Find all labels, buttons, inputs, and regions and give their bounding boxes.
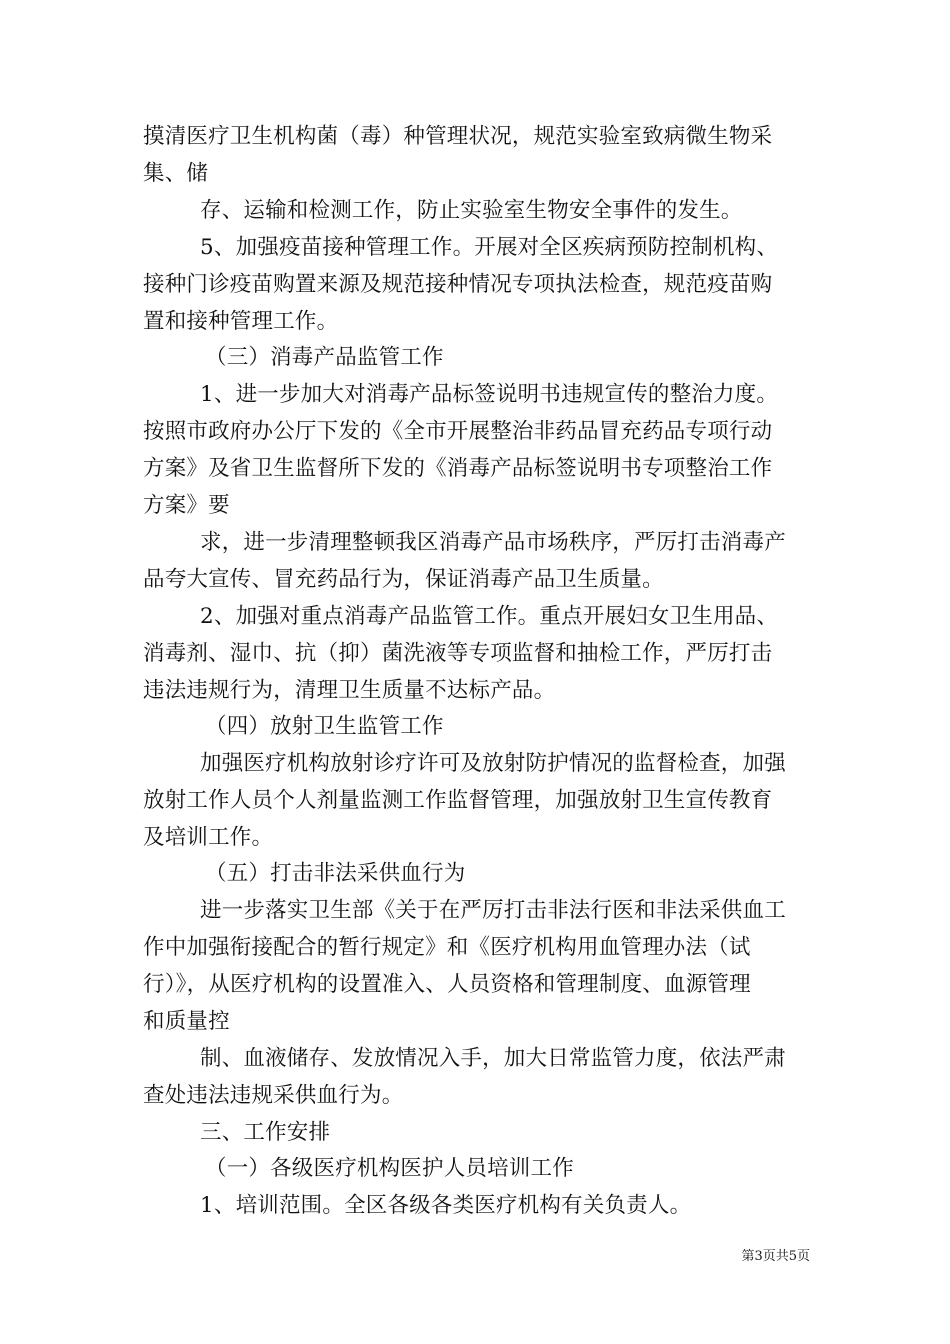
- body-line: 进一步落实卫生部《关于在严厉打击非法行医和非法采供血工: [200, 898, 786, 923]
- body-line: 方案》要: [143, 493, 230, 518]
- body-line: 查处违法违规采供血行为。: [143, 1083, 404, 1108]
- body-line: 按照市政府办公厅下发的《全市开展整治非药品冒充药品专项行动: [143, 419, 773, 444]
- section-heading: （四）放射卫生监管工作: [205, 714, 444, 739]
- body-line: 加强医疗机构放射诊疗许可及放射防护情况的监督检查，加强: [200, 751, 786, 776]
- body-line: 放射工作人员个人剂量监测工作监督管理，加强放射卫生宣传教育: [143, 788, 773, 813]
- section-heading: （三）消毒产品监管工作: [205, 345, 444, 370]
- section-heading: 三、工作安排: [200, 1120, 331, 1145]
- body-line: 置和接种管理工作。: [143, 309, 339, 334]
- body-line: 集、储: [143, 161, 209, 186]
- section-heading: （一）各级医疗机构医护人员培训工作: [205, 1156, 574, 1181]
- body-line: 1、进一步加大对消毒产品标签说明书违规宣传的整治力度。: [200, 382, 779, 407]
- body-line: 求，进一步清理整顿我区消毒产品市场秩序，严厉打击消毒产: [200, 530, 786, 555]
- page-number: 第3页共5页: [741, 1249, 810, 1264]
- body-line: 消毒剂、湿巾、抗（抑）菌洗液等专项监督和抽检工作，严厉打击: [143, 641, 773, 666]
- body-line: 接种门诊疫苗购置来源及规范接种情况专项执法检查，规范疫苗购: [143, 272, 773, 297]
- body-line: 行）》，从医疗机构的设置准入、人员资格和管理制度、血源管理: [143, 972, 751, 997]
- body-line: 方案》及省卫生监督所下发的《消毒产品标签说明书专项整治工作: [143, 456, 773, 481]
- body-line: 制、血液储存、发放情况入手，加大日常监管力度，依法严肃: [200, 1046, 786, 1071]
- body-line: 品夸大宣传、冒充药品行为，保证消毒产品卫生质量。: [143, 567, 664, 592]
- body-line: 及培训工作。: [143, 825, 274, 850]
- body-line: 违法违规行为，清理卫生质量不达标产品。: [143, 678, 556, 703]
- body-line: 作中加强衔接配合的暂行规定》和《医疗机构用血管理办法（试: [143, 935, 751, 960]
- body-line: 1、培训范围。全区各级各类医疗机构有关负责人。: [200, 1193, 692, 1218]
- body-line: 存、运输和检测工作，防止实验室生物安全事件的发生。: [200, 198, 743, 223]
- section-heading: （五）打击非法采供血行为: [205, 861, 466, 886]
- body-line: 2、加强对重点消毒产品监管工作。重点开展妇女卫生用品、: [200, 604, 779, 629]
- body-line: 和质量控: [143, 1009, 230, 1034]
- body-line: 5、加强疫苗接种管理工作。开展对全区疾病预防控制机构、: [200, 235, 779, 260]
- body-line: 摸清医疗卫生机构菌（毒）种管理状况，规范实验室致病微生物采: [143, 124, 773, 149]
